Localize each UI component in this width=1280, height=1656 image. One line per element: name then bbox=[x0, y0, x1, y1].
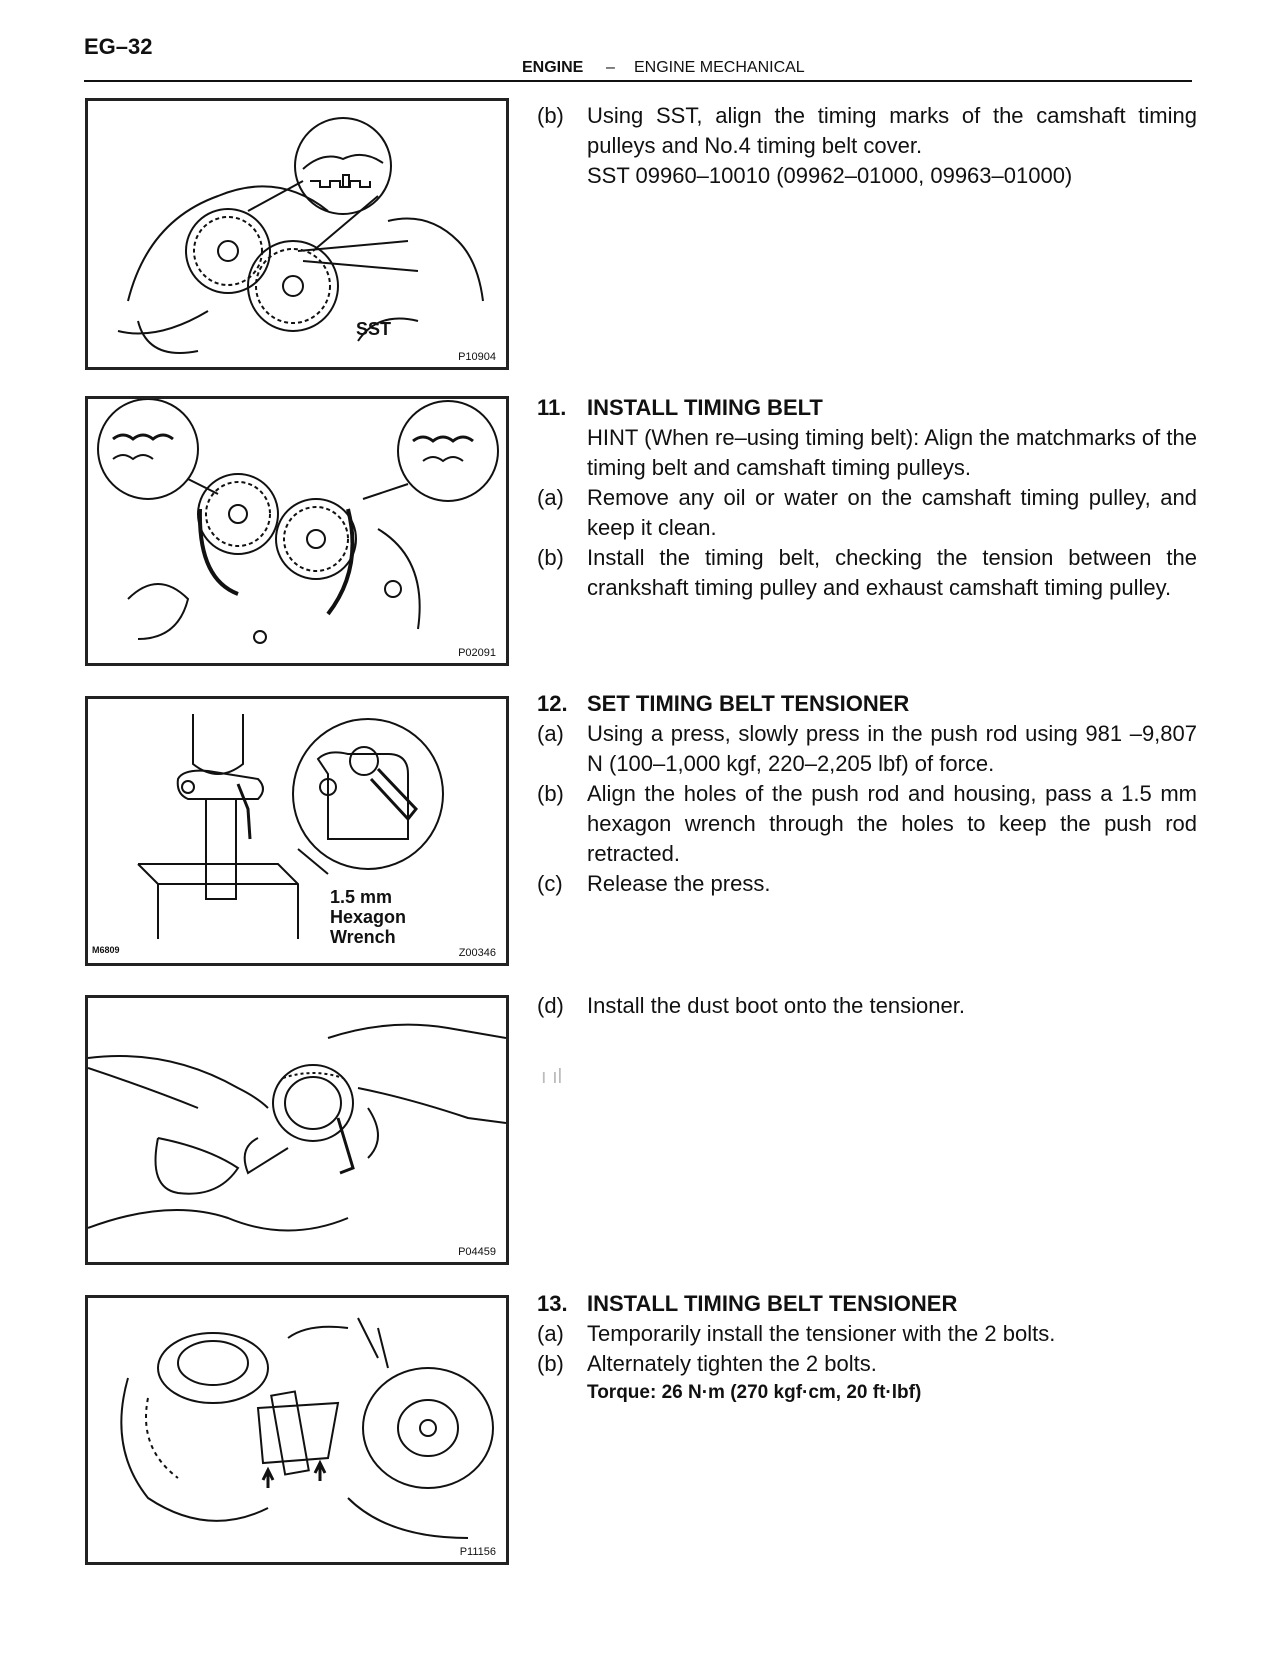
figure-camshaft-pulleys-sst bbox=[85, 98, 509, 370]
figure-label-line3: Wrench bbox=[330, 927, 396, 947]
figure-label-sst: SST bbox=[356, 319, 392, 339]
substep-marker: (b) bbox=[537, 545, 564, 570]
figure-code: P04459 bbox=[458, 1246, 496, 1258]
illustration-timing-belt bbox=[88, 399, 506, 663]
substep-text: Release the press. bbox=[587, 871, 771, 896]
substep-text: Temporarily install the tensioner with the 2 bolts. bbox=[587, 1321, 1056, 1346]
page-number: EG–32 bbox=[84, 34, 153, 59]
step-heading bbox=[537, 689, 1197, 719]
figure-code: P10904 bbox=[458, 351, 496, 363]
substep-b bbox=[537, 1349, 1197, 1379]
step-heading bbox=[537, 393, 1197, 423]
substep-d bbox=[537, 991, 1197, 1021]
substep-text: Install the timing belt, checking the tension between the crankshaft timing pulley and exhaust camshaft timing pulley. bbox=[587, 545, 1197, 600]
header-section: ENGINE MECHANICAL bbox=[634, 59, 805, 76]
substep-b bbox=[537, 101, 1197, 161]
substep-marker: (a) bbox=[537, 485, 564, 510]
illustration-tensioner-press bbox=[88, 699, 506, 963]
step-title: INSTALL TIMING BELT bbox=[587, 395, 823, 420]
substep-c bbox=[537, 869, 1197, 899]
instruction-block-install-tensioner bbox=[537, 1289, 1197, 1407]
illustration-camshaft-pulleys bbox=[88, 101, 506, 367]
figure-code: P02091 bbox=[458, 647, 496, 659]
step-number: 13. bbox=[537, 1291, 568, 1316]
figure-install-timing-belt bbox=[85, 396, 509, 666]
figure-stamp: M6809 bbox=[92, 945, 120, 955]
substep-text: Alternately tighten the 2 bolts. bbox=[587, 1351, 877, 1376]
header-section-bold: ENGINE bbox=[522, 59, 584, 76]
substep-text: Remove any oil or water on the camshaft timing pulley, and keep it clean. bbox=[587, 485, 1197, 540]
sst-number: SST 09960–10010 (09962–01000, 09963–01000) bbox=[587, 163, 1073, 188]
substep-text: Using SST, align the timing marks of the camshaft timing pulleys and No.4 timing belt cover. bbox=[587, 103, 1197, 158]
illustration-dust-boot bbox=[88, 998, 506, 1262]
scan-artifact: ı ıl bbox=[541, 1066, 563, 1088]
substep-marker: (b) bbox=[537, 781, 564, 806]
instruction-block-install-timing-belt bbox=[537, 393, 1197, 603]
figure-code: Z00346 bbox=[458, 947, 496, 959]
figure-label-line2: Hexagon bbox=[330, 907, 407, 927]
substep-marker: (a) bbox=[537, 1321, 564, 1346]
step-title: INSTALL TIMING BELT TENSIONER bbox=[587, 1291, 958, 1316]
substep-text: Using a press, slowly press in the push rod using 981 –9,807 N (100–1,000 kgf, 220–2,205 lbf) of force. bbox=[587, 721, 1197, 776]
substep-text: Align the holes of the push rod and housing, pass a 1.5 mm hexagon wrench through the holes to keep the push rod retracted. bbox=[587, 781, 1197, 866]
substep-marker: (b) bbox=[537, 103, 564, 128]
figure-code: P11156 bbox=[459, 1546, 496, 1558]
figure-label-line1: 1.5 mm bbox=[330, 887, 393, 907]
header-dash: – bbox=[606, 59, 615, 76]
substep-marker: (c) bbox=[537, 871, 563, 896]
step-title: SET TIMING BELT TENSIONER bbox=[587, 691, 910, 716]
torque-spec: Torque: 26 N·m (270 kgf·cm, 20 ft·lbf) bbox=[587, 1382, 922, 1403]
step-number: 11. bbox=[537, 395, 567, 420]
illustration-tensioner-bolts bbox=[88, 1298, 506, 1562]
substep-a bbox=[537, 1319, 1197, 1349]
substep-marker: (a) bbox=[537, 721, 564, 746]
figure-dust-boot bbox=[85, 995, 509, 1265]
step-heading bbox=[537, 1289, 1197, 1319]
substep-marker: (d) bbox=[537, 993, 564, 1018]
step-number: 12. bbox=[537, 691, 568, 716]
substep-marker: (b) bbox=[537, 1351, 564, 1376]
substep-a bbox=[537, 719, 1197, 779]
substep-a bbox=[537, 483, 1197, 543]
substep-b bbox=[537, 779, 1197, 869]
figure-install-tensioner bbox=[85, 1295, 509, 1565]
figure-set-tensioner bbox=[85, 696, 509, 966]
hint-text: HINT (When re–using timing belt): Align the matchmarks of the timing belt and camshaft timing pulleys. bbox=[587, 425, 1197, 480]
substep-b bbox=[537, 543, 1197, 603]
instruction-block-set-tensioner bbox=[537, 689, 1197, 899]
instruction-block-dust-boot bbox=[537, 991, 1197, 1021]
instruction-block-align-marks bbox=[537, 101, 1197, 191]
substep-text: Install the dust boot onto the tensioner. bbox=[587, 993, 965, 1018]
page-header bbox=[84, 58, 1192, 82]
